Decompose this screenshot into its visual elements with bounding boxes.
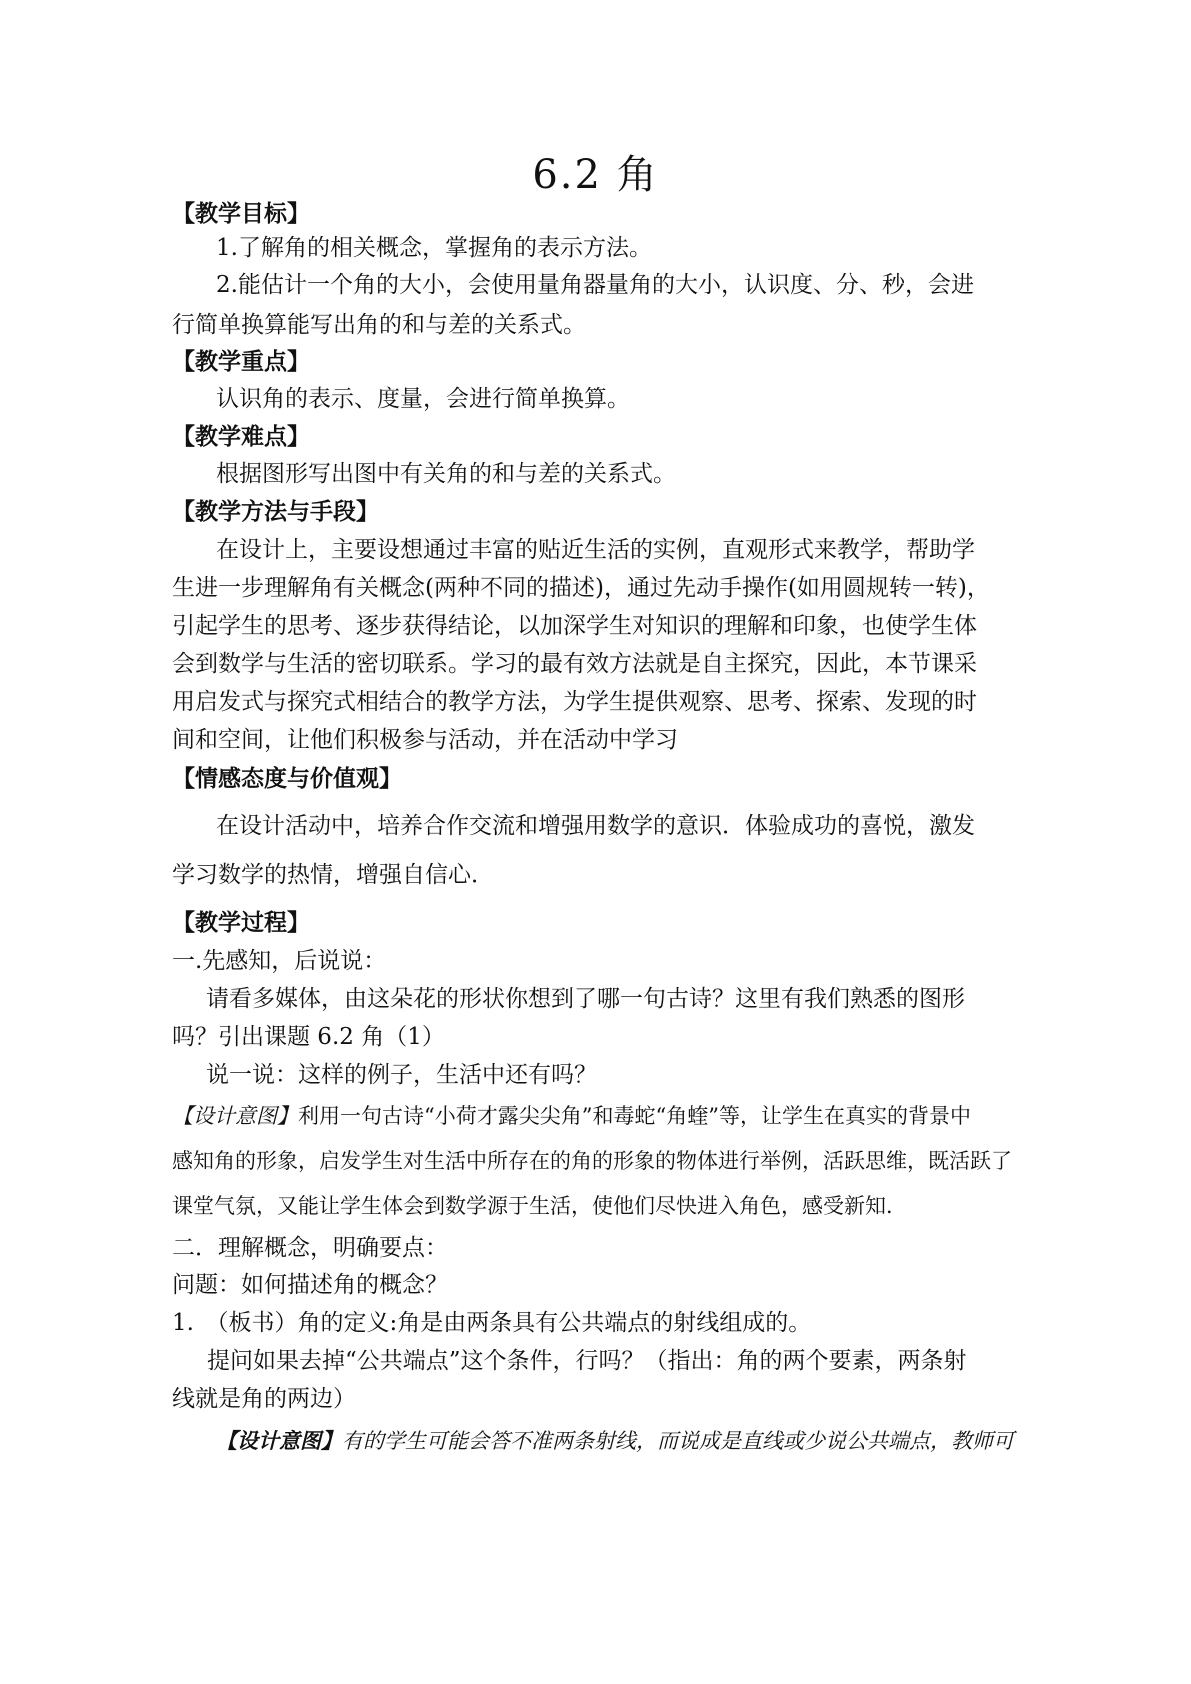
part-2-title: 二．理解概念，明确要点： [172,1235,448,1261]
design-intent-tag: 【设计意图】 [172,1104,298,1128]
values-heading: 【情感态度与价值观】 [172,766,402,792]
question: 问题：如何描述角的概念？ [172,1272,448,1298]
design-intent-text: 有的学生可能会答不准两条射线，而说成是直线或少说公共端点，教师可 [342,1429,1014,1453]
design-intent-1-line-3: 课堂气氛，又能让学生体会到数学源于生活，使他们尽快进入角色，感受新知． [172,1194,907,1218]
key-points-text: 认识角的表示、度量，会进行简单换算。 [216,386,630,412]
objective-item-2-line-1: 2.能估计一个角的大小，会使用量角器量角的大小，认识度、分、秒，会进 [216,272,974,298]
definition: 1. （板书）角的定义:角是由两条具有公共端点的射线组成的。 [172,1310,812,1336]
objective-item-1: 1.了解角的相关概念，掌握角的表示方法。 [216,235,652,261]
methods-line: 用启发式与探究式相结合的教学方法，为学生提供观察、思考、探索、发现的时 [172,689,977,715]
values-line-2: 学习数学的热情，增强自信心． [172,862,494,888]
difficulties-text: 根据图形写出图中有关角的和与差的关系式。 [216,461,676,487]
values-line-1: 在设计活动中，培养合作交流和增强用数学的意识．体验成功的喜悦，激发 [216,813,975,839]
methods-line: 在设计上，主要设想通过丰富的贴近生活的实例，直观形式来教学，帮助学 [216,537,975,563]
ask-line-1: 提问如果去掉“公共端点”这个条件，行吗？（指出：角的两个要素，两条射 [207,1348,967,1374]
design-intent-2-line-1 [216,1426,1066,1456]
difficulties-heading: 【教学难点】 [172,424,310,450]
part-1-paragraph-1-line-1: 请看多媒体，由这朵花的形状你想到了哪一句古诗？这里有我们熟悉的图形 [206,986,965,1012]
methods-heading: 【教学方法与手段】 [172,499,379,525]
design-intent-tag: 【设计意图】 [216,1428,342,1453]
design-intent-1-line-1 [172,1101,1022,1131]
page-title: 6.2 角 [532,152,659,198]
methods-line: 会到数学与生活的密切联系。学习的最有效方法就是自主探究，因此，本节课采 [172,651,977,677]
methods-line: 引起学生的思考、逐步获得结论，以加深学生对知识的理解和印象，也使学生体 [172,613,977,639]
ask-line-2: 线就是角的两边） [172,1386,356,1412]
part-1-paragraph-2: 说一说：这样的例子，生活中还有吗？ [206,1062,597,1088]
part-1-title: 一.先感知，后说说： [172,948,387,974]
methods-line: 间和空间，让他们积极参与活动，并在活动中学习 [172,727,678,753]
design-intent-1-line-2: 感知角的形象，启发学生对生活中所存在的角的形象的物体进行举例，活跃思维，既活跃了 [172,1149,1012,1173]
key-points-heading: 【教学重点】 [172,349,310,375]
objectives-heading: 【教学目标】 [172,201,310,227]
process-heading: 【教学过程】 [172,910,310,936]
objective-item-2-line-2: 行简单换算能写出角的和与差的关系式。 [172,312,586,338]
design-intent-text: 利用一句古诗“小荷才露尖尖角”和毒蛇“角蝰”等，让学生在真实的背景中 [298,1104,971,1128]
part-1-paragraph-1-line-2: 吗？引出课题 6.2 角（1） [172,1024,445,1050]
methods-line: 生进一步理解角有关概念(两种不同的描述)，通过先动手操作(如用圆规转一转)， [172,575,990,601]
